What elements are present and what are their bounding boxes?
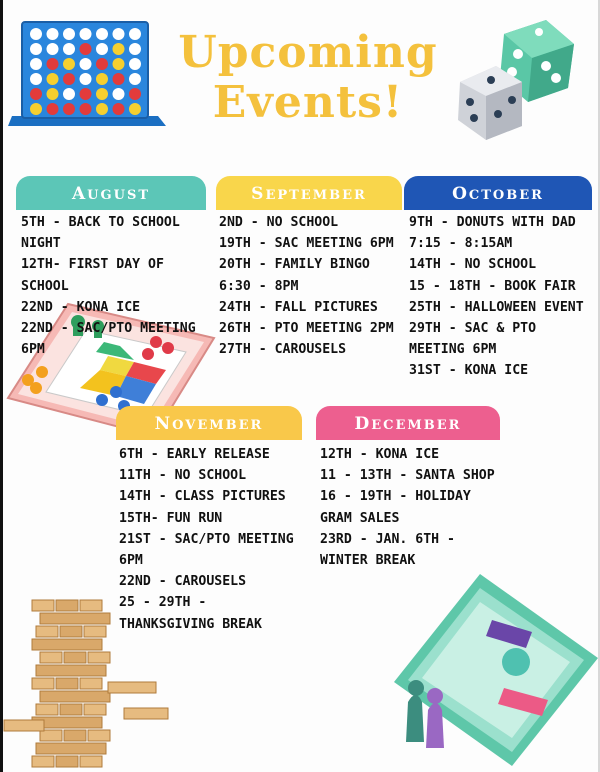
page-title-line2: Events! [212,77,404,128]
event-list-december [320,444,500,571]
page-border-left [0,0,3,772]
event-list-october [409,212,593,382]
page-title [178,28,438,128]
list-item: 15 - 18TH - BOOK FAIR [409,278,576,294]
dice-icon [456,16,576,136]
month-header-october: OCTOBER [404,176,592,210]
list-item: 25 - 29TH - THANKSGIVING BREAK [119,595,262,632]
connect-four-icon [8,18,158,128]
list-item: 12TH - KONA ICE [320,447,440,462]
list-item: 23RD - JAN. 6TH - WINTER BREAK [320,531,455,569]
list-item: 22ND - KONA ICE [21,299,141,315]
list-item: 14TH - CLASS PICTURES [119,489,286,505]
list-item: 11TH - NO SCHOOL [119,468,247,484]
list-item: 20TH - FAMILY BINGO 6:30 - 8PM [219,257,370,294]
month-header-december: DECEMBER [316,406,500,440]
list-item: 22ND - SAC/PTO MEETING 6PM [21,321,196,358]
event-list-september [219,212,399,360]
list-item: 11 - 13TH - SANTA SHOP [320,468,495,484]
list-item: 5TH - BACK TO SCHOOL NIGHT [21,215,180,252]
month-header-november: NOVEMBER [116,406,302,440]
month-header-august: AUGUST [16,176,206,210]
list-item: 2ND - NO SCHOOL [219,215,339,230]
list-item: 29TH - SAC & PTO MEETING 6PM [409,321,537,358]
list-item: 21ST - SAC/PTO MEETING 6PM [119,531,294,569]
list-item: 15TH- FUN RUN [119,510,223,526]
month-header-september: SEPTEMBER [216,176,402,210]
list-item: 12TH- FIRST DAY OF SCHOOL [21,257,164,294]
list-item: 25TH - HALLOWEEN EVENT [409,299,584,315]
event-list-august [21,212,211,360]
list-item: 9TH - DONUTS WITH DAD 7:15 - 8:15AM [409,215,576,252]
list-item: 24TH - FALL PICTURES [219,299,378,315]
event-list-november [119,444,303,635]
list-item: 26TH - PTO MEETING 2PM [219,321,394,337]
list-item: 31ST - KONA ICE [409,363,529,379]
list-item: 14TH - NO SCHOOL [409,257,537,273]
page-title-line1: Upcoming [178,27,438,78]
list-item: 19TH - SAC MEETING 6PM [219,236,394,252]
board-game-icon [392,570,600,772]
list-item: 22ND - CAROUSELS [119,574,247,590]
list-item: 27TH - CAROUSELS [219,342,347,358]
list-item: 16 - 19TH - HOLIDAY GRAM SALES [320,489,471,526]
list-item: 6TH - EARLY RELEASE [119,447,270,462]
